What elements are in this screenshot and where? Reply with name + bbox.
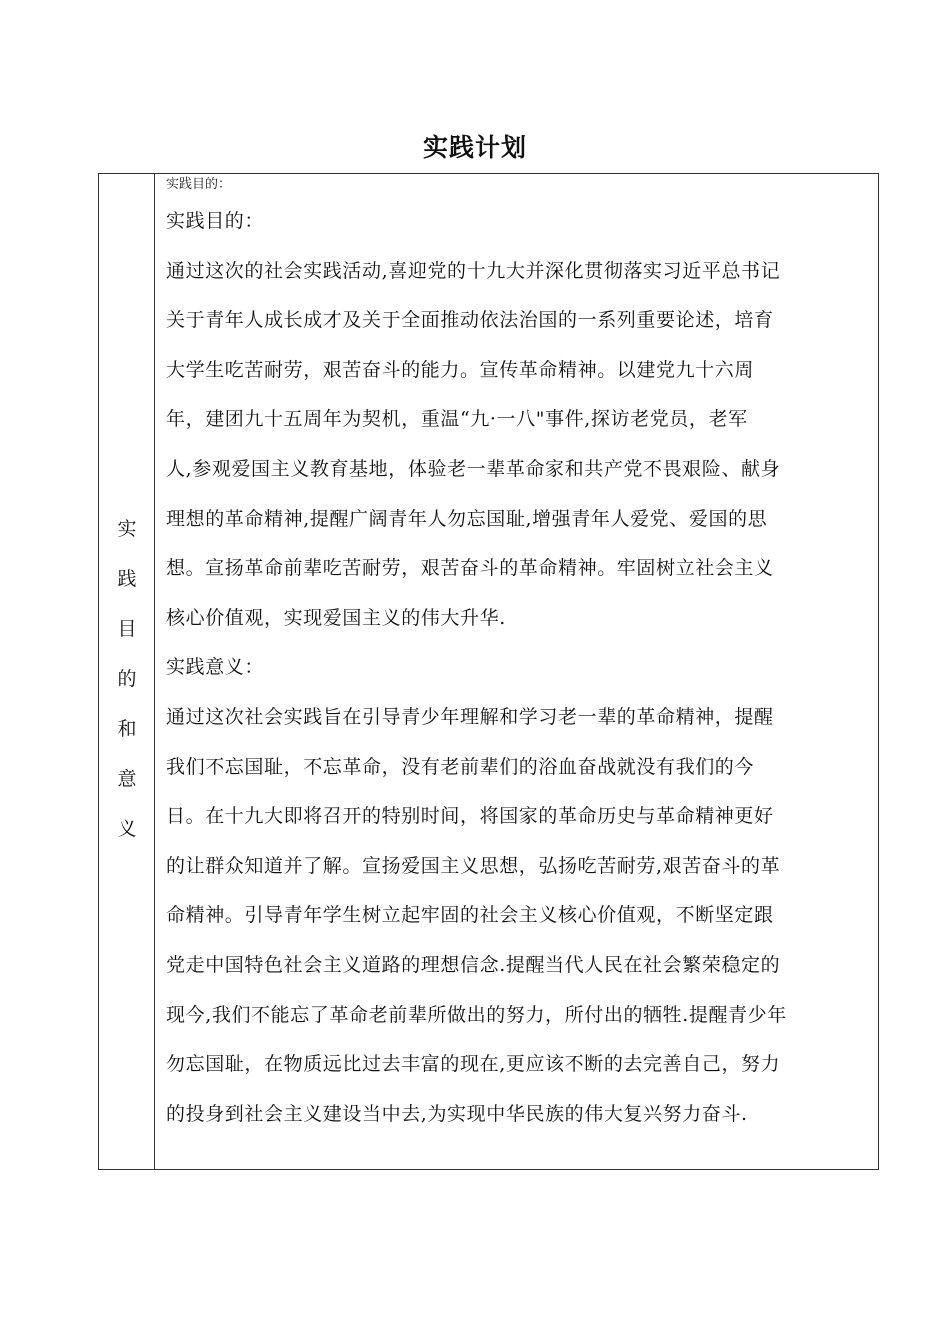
- meaning-line: 命精神。引导青年学生树立起牢固的社会主义核心价值观，不断坚定跟: [166, 904, 774, 927]
- purpose-line: 通过这次的社会实践活动,喜迎党的十九大并深化贯彻落实习近平总书记: [166, 259, 781, 282]
- meaning-line: 日。在十九大即将召开的特别时间，将国家的革命历史与革命精神更好: [166, 805, 774, 828]
- meaning-line: 的投身到社会主义建设当中去,为实现中华民族的伟大复兴努力奋斗.: [166, 1102, 748, 1125]
- meaning-heading: 实践意义：: [166, 656, 265, 679]
- meaning-line: 现今,我们不能忘了革命老前辈所做出的努力，所付出的牺牲.提醒青少年: [166, 1003, 787, 1026]
- purpose-line: 关于青年人成长成才及关于全面推动依法治国的一系列重要论述，培育: [166, 309, 774, 332]
- meaning-line: 党走中国特色社会主义道路的理想信念.提醒当代人民在社会繁荣稳定的: [166, 953, 781, 976]
- row-label-char: 的: [117, 668, 137, 690]
- purpose-heading: 实践目的：: [166, 210, 265, 232]
- purpose-line: 核心价值观，实现爱国主义的伟大升华.: [166, 606, 506, 629]
- cell-caption: 实践目的：: [166, 177, 232, 192]
- row-label-char: 意: [117, 768, 137, 790]
- row-label-cell: [99, 174, 155, 1169]
- page-title: 实践计划: [422, 133, 527, 162]
- plan-table: [98, 173, 879, 1170]
- purpose-line: 想。宣扬革命前辈吃苦耐劳，艰苦奋斗的革命精神。牢固树立社会主义: [166, 557, 774, 580]
- purpose-line: 理想的革命精神,提醒广阔青年人勿忘国耻,增强青年人爱党、爱国的思: [166, 507, 768, 530]
- purpose-line: 人,参观爱国主义教育基地，体验老一辈革命家和共产党不畏艰险、献身: [166, 457, 781, 480]
- row-label-char: 践: [117, 568, 137, 590]
- meaning-line: 勿忘国耻，在物质远比过去丰富的现在,更应该不断的去完善自己，努力: [166, 1053, 781, 1076]
- meaning-line: 我们不忘国耻，不忘革命，没有老前辈们的浴血奋战就没有我们的今: [166, 755, 755, 778]
- content-cell: [156, 174, 878, 1169]
- row-label-char: 和: [117, 718, 137, 740]
- row-label-char: 实: [117, 518, 137, 540]
- purpose-line: 年，建团九十五周年为契机，重温“九·一八"事件,探访老党员，老军: [166, 408, 748, 431]
- row-label-char: 目: [117, 618, 137, 640]
- row-label: [99, 504, 155, 854]
- meaning-line: 通过这次社会实践旨在引导青少年理解和学习老一辈的革命精神，提醒: [166, 705, 774, 728]
- row-label-char: 义: [117, 818, 137, 840]
- purpose-line: 大学生吃苦耐劳，艰苦奋斗的能力。宣传革命精神。以建党九十六周: [166, 358, 755, 381]
- meaning-line: 的让群众知道并了解。宣扬爱国主义思想，弘扬吃苦耐劳,艰苦奋斗的革: [166, 854, 781, 877]
